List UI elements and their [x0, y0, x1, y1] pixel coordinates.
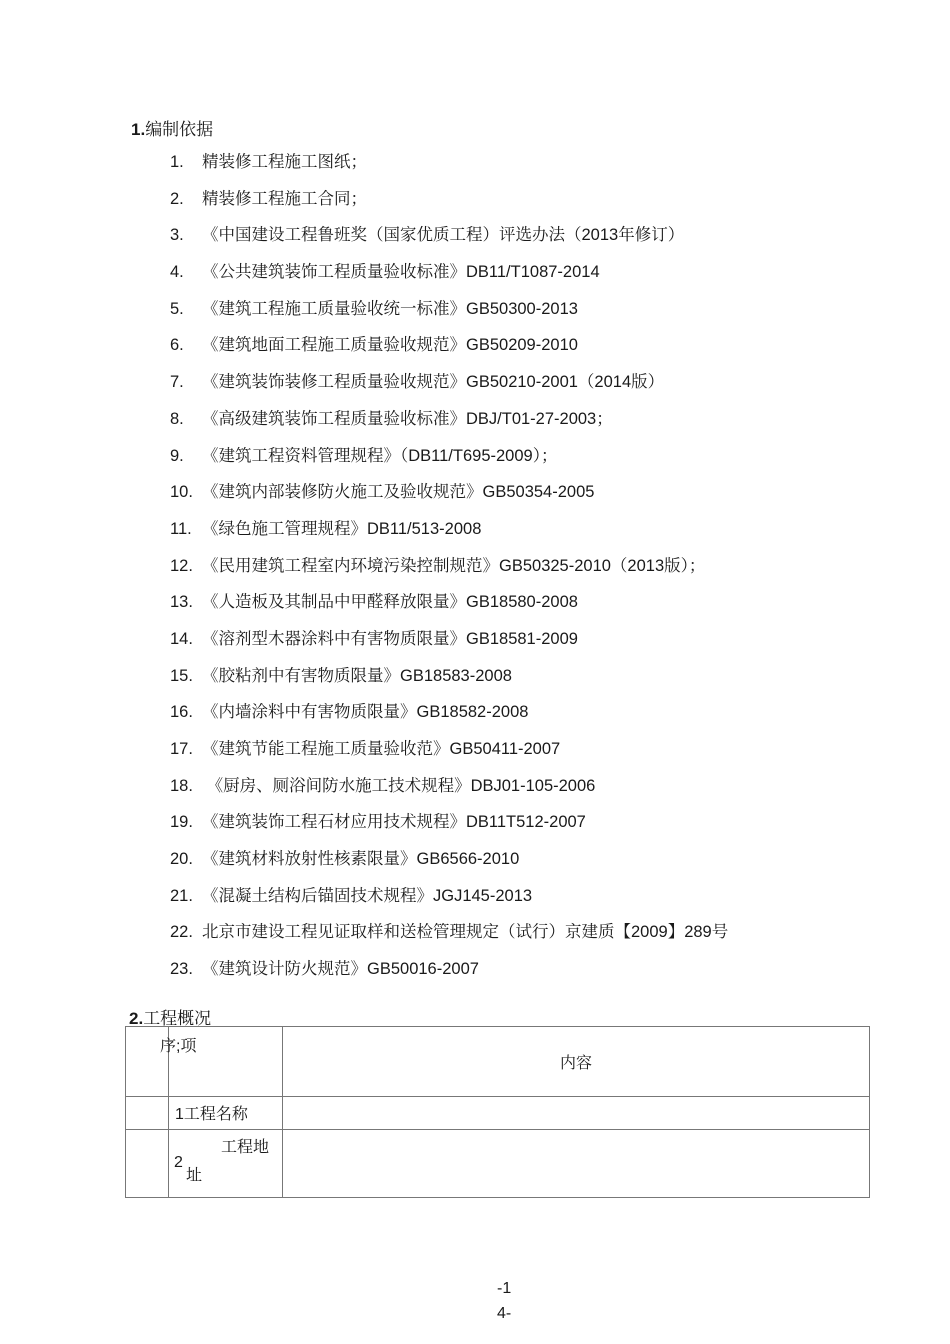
list-item [170, 957, 728, 994]
list-item-text: 《混凝土结构后锚固技术规程》JGJ145-2013 [202, 886, 533, 905]
list-item [170, 370, 728, 407]
list-item-number: 9. [170, 446, 184, 465]
header-seq-cell [126, 1027, 197, 1097]
list-item [170, 847, 728, 884]
list-item [170, 444, 728, 481]
page-number-line1: -1 [497, 1280, 512, 1297]
row-2-content-cell [283, 1130, 870, 1198]
section-1-title: 编制依据 [145, 120, 214, 139]
list-item-text: 《建筑工程资料管理规程》（DB11/T695-2009）； [202, 446, 558, 465]
list-item-text: 《建筑材料放射性核素限量》GB6566-2010 [202, 850, 520, 869]
list-item-number: 4. [170, 263, 184, 282]
header-seq-label: 序;项 [160, 1038, 197, 1055]
list-item-number: 23. [170, 960, 193, 979]
row-2-number: 2 [174, 1154, 183, 1171]
list-item [170, 260, 728, 297]
row-2-label-cell [169, 1130, 283, 1198]
list-item [170, 407, 728, 444]
section-1-heading [131, 115, 213, 140]
table-row [126, 1097, 870, 1130]
section-1-number: 1. [131, 120, 146, 139]
list-item [170, 627, 728, 664]
section-2-number: 2. [129, 1009, 144, 1028]
list-item-number: 18. [170, 776, 193, 795]
list-item-number: 20. [170, 850, 193, 869]
list-item [170, 920, 728, 957]
list-item-text: 《建筑工程施工质量验收统一标准》GB50300-2013 [202, 299, 578, 318]
list-item-text: 《建筑装饰装修工程质量验收规范》GB50210-2001（2014版） [202, 373, 665, 392]
table-row [126, 1130, 870, 1198]
list-item-number: 19. [170, 813, 193, 832]
list-item-number: 14. [170, 629, 193, 648]
list-item-number: 15. [170, 666, 193, 685]
list-item-number: 10. [170, 483, 193, 502]
row-2-label-line1: 工程地 [221, 1139, 270, 1156]
list-item [170, 480, 728, 517]
list-item-number: 16. [170, 703, 193, 722]
list-item-text: 《建筑装饰工程石材应用技术规程》DB11T512-2007 [202, 813, 586, 832]
row-1-label: 1工程名称 [175, 1106, 248, 1123]
list-item-text: 《人造板及其制品中甲醛释放限量》GB18580-2008 [202, 593, 578, 612]
list-item [170, 223, 728, 260]
list-item-number: 8. [170, 409, 184, 428]
list-item-text: 《建筑内部装修防火施工及验收规范》GB50354-2005 [202, 483, 595, 502]
list-item-text: 《建筑地面工程施工质量验收规范》GB50209-2010 [202, 336, 578, 355]
list-item-number: 12. [170, 556, 193, 575]
list-item [170, 554, 728, 591]
row-2-seq-cell [126, 1130, 169, 1198]
list-item [170, 884, 728, 921]
list-item-number: 7. [170, 373, 184, 392]
list-item-number: 1. [170, 153, 184, 171]
list-item-number: 11. [170, 519, 192, 538]
list-item-text: 《中国建设工程鲁班奖（国家优质工程）评选办法（2013年修订） [202, 226, 685, 245]
list-item [170, 590, 728, 627]
list-item-text: 《绿色施工管理规程》DB11/513-2008 [202, 519, 482, 538]
row-1-seq-cell [126, 1097, 169, 1130]
section-2-title: 工程概况 [143, 1009, 212, 1028]
list-item [170, 700, 728, 737]
list-item-number: 17. [170, 740, 193, 758]
list-item-text: 《高级建筑装饰工程质量验收标准》DBJ/T01-27-2003； [202, 409, 613, 428]
list-item [170, 774, 728, 811]
list-item [170, 737, 728, 774]
list-item-text: 《溶剂型木器涂料中有害物质限量》GB18581-2009 [202, 629, 578, 648]
list-item-text: 《民用建筑工程室内环境污染控制规范》GB50325-2010（2013版）； [202, 556, 706, 575]
list-item-number: 2. [170, 189, 184, 208]
row-1-content-cell [283, 1097, 870, 1130]
list-item [170, 517, 728, 554]
list-item-number: 13. [170, 593, 193, 612]
reference-list [170, 150, 728, 994]
list-item-text: 《公共建筑装饰工程质量验收标准》DB11/T1087-2014 [202, 263, 600, 282]
list-item-number: 22. [170, 923, 193, 942]
list-item [170, 150, 728, 187]
list-item-text: 《建筑节能工程施工质量验收范》GB50411-2007 [202, 740, 561, 758]
list-item-number: 5. [170, 299, 184, 318]
list-item-text: 精装修工程施工图纸； [202, 153, 367, 171]
list-item-text: 精装修工程施工合同； [202, 189, 367, 208]
list-item-text: 《厨房、厕浴间防水施工技术规程》DBJ01-105-2006 [202, 776, 596, 795]
row-1-label-cell [169, 1097, 283, 1130]
list-item-number: 21. [170, 886, 193, 905]
list-item [170, 810, 728, 847]
list-item-text: 《建筑设计防火规范》GB50016-2007 [202, 960, 479, 979]
list-item [170, 333, 728, 370]
header-content-label: 内容 [559, 1055, 592, 1072]
project-overview-table [125, 1026, 870, 1198]
list-item [170, 297, 728, 334]
list-item-number: 3. [170, 226, 184, 245]
list-item-number: 6. [170, 336, 184, 355]
list-item-text: 《内墙涂料中有害物质限量》GB18582-2008 [202, 703, 529, 722]
list-item [170, 664, 728, 701]
list-item-text: 北京市建设工程见证取样和送检管理规定（试行）京建质【2009】289号 [202, 923, 729, 942]
list-item [170, 187, 728, 224]
list-item-text: 《胶粘剂中有害物质限量》GB18583-2008 [202, 666, 512, 685]
page-number-line2: 4- [497, 1305, 512, 1322]
row-2-label-line2: 址 [186, 1167, 203, 1184]
header-content-cell [283, 1027, 870, 1097]
table-header-row [126, 1027, 870, 1097]
